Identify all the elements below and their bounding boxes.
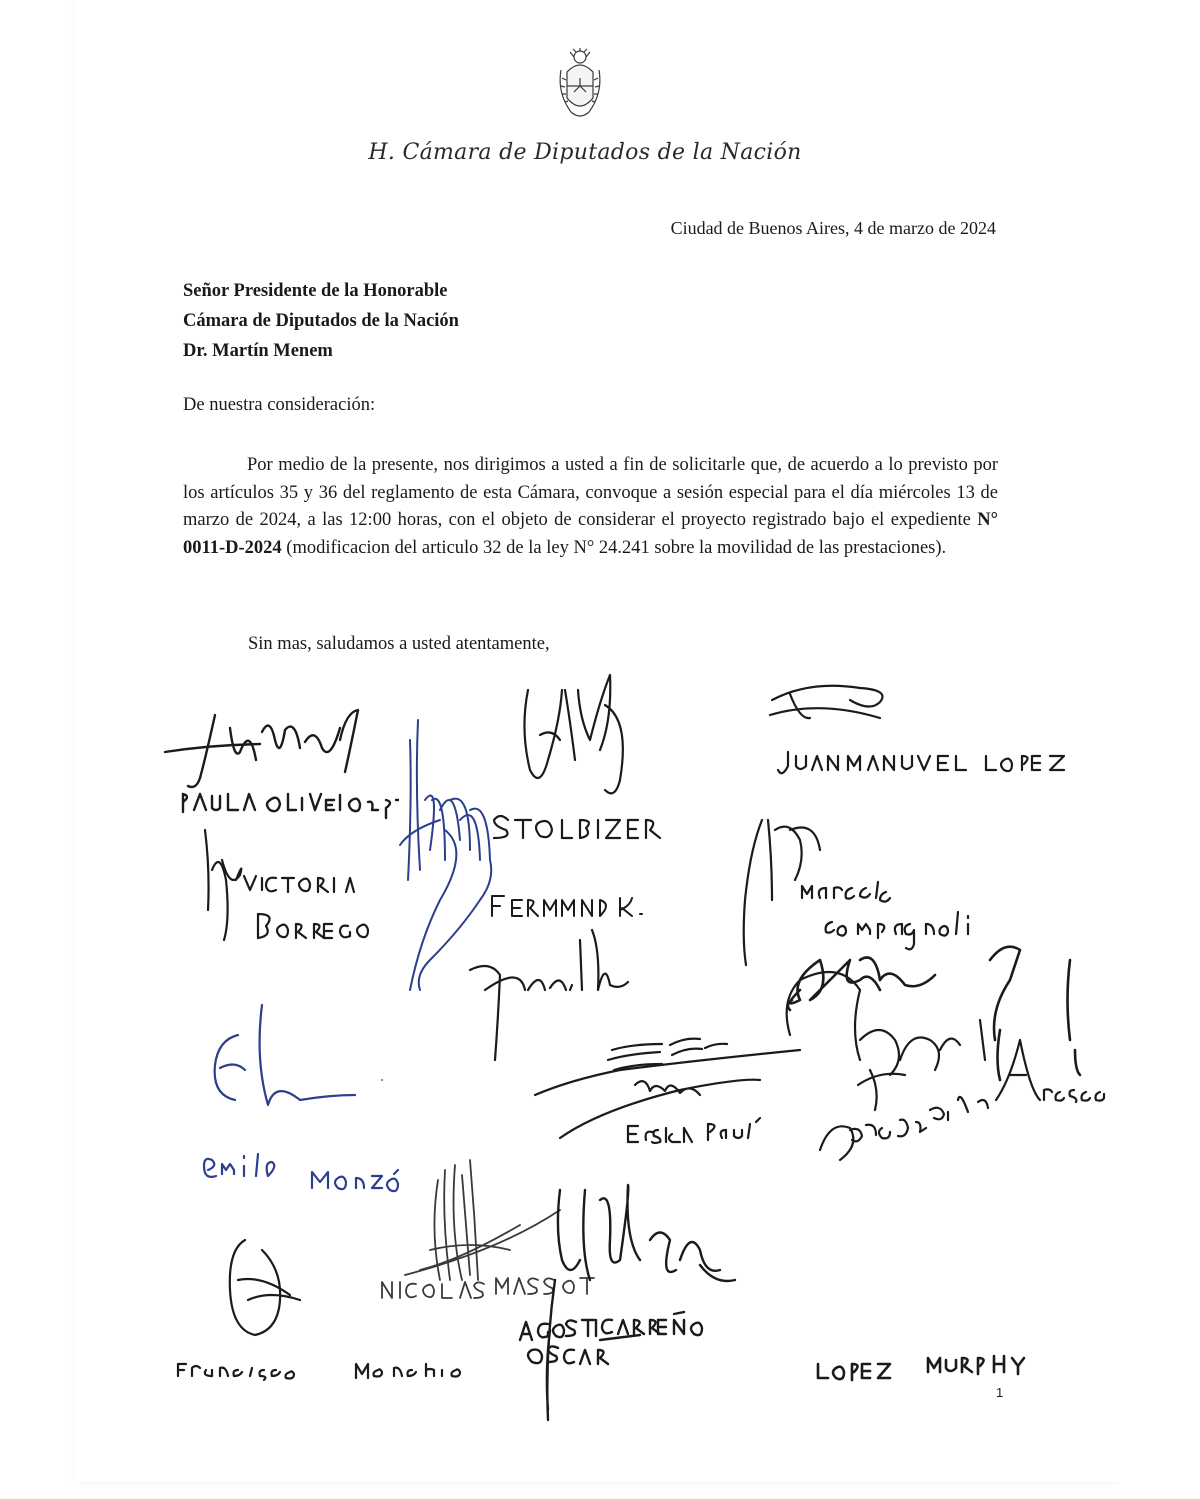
body-text-part1: Por medio de la presente, nos dirigimos a usted a fin de solicitarle que, de acuerdo a lo previsto por los artículos 35 y 36 del reglamento de esta Cámara, convoque a sesión especial para el día miércoles 13 de marzo de 2024, a las 12:00 horas, con el objeto de considerar el proyecto registrado bajo el expediente [183, 455, 998, 530]
page-margin [1120, 0, 1200, 1499]
letter-date: Ciudad de Buenos Aires, 4 de marzo de 2024 [670, 218, 996, 238]
closing-line: Sin mas, saludamos a usted atentamente, [248, 634, 550, 654]
coat-of-arms-seal [557, 48, 603, 128]
addressee-line: Dr. Martín Menem [183, 341, 333, 361]
body-text-part2: (modificacion del articulo 32 de la ley N° 24.241 sobre la movilidad de las prestaciones). [281, 537, 947, 558]
addressee-line: Señor Presidente de la Honorable [183, 281, 448, 301]
addressee-block [183, 276, 459, 366]
expediente-number: N° 0011-D-2024 [183, 510, 998, 558]
addressee-line: Cámara de Diputados de la Nación [183, 311, 459, 331]
letter-body [183, 452, 998, 562]
salutation: De nuestra consideración: [183, 395, 376, 415]
page-number: 1 [996, 1385, 1004, 1400]
chamber-heading: H. Cámara de Diputados de la Nación [368, 140, 802, 165]
